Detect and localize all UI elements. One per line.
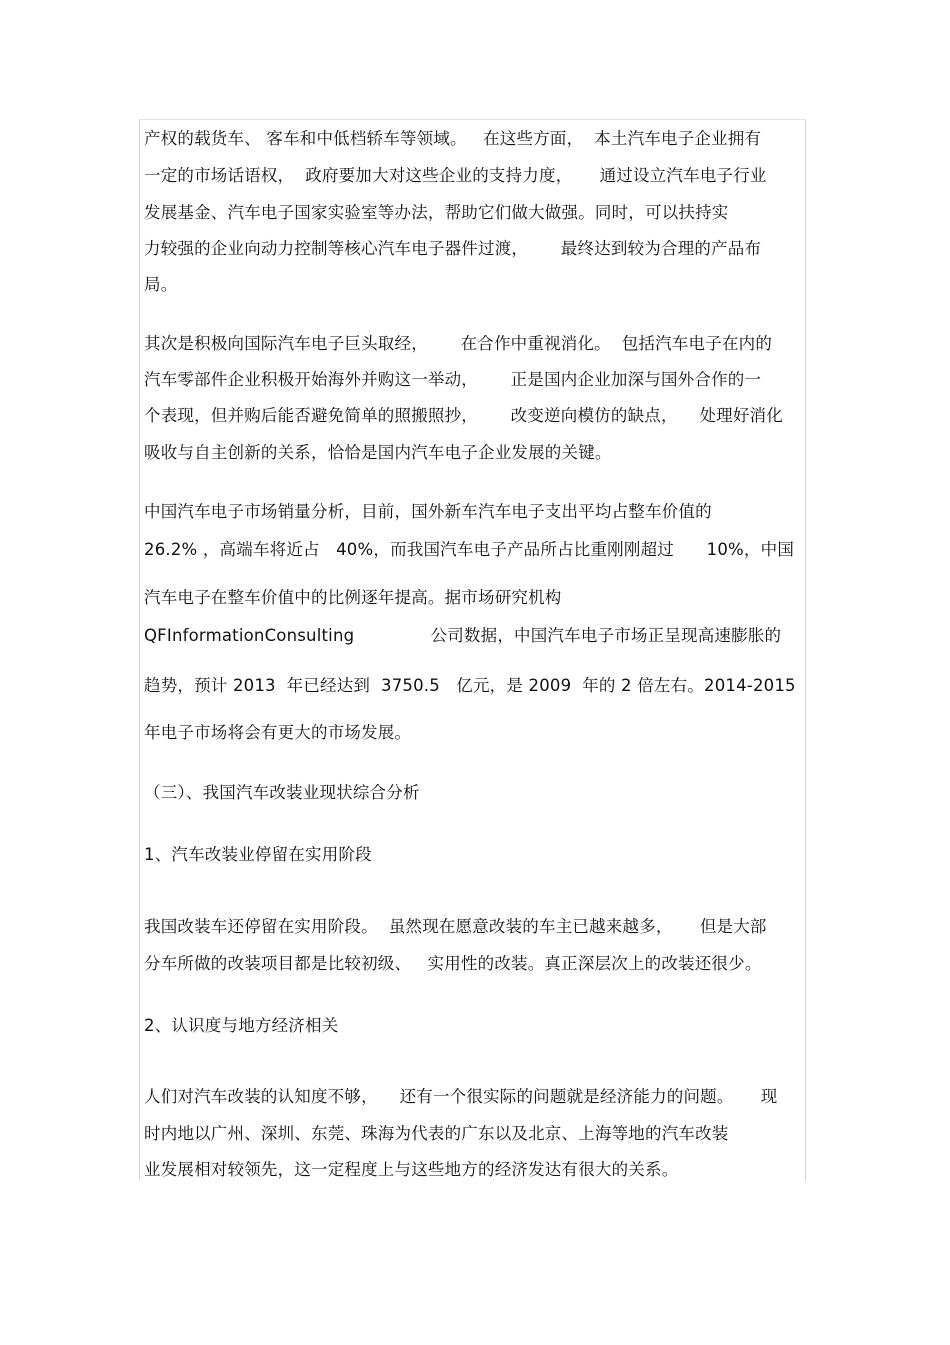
text-line: QFInformationConsulting 公司数据，中国汽车电子市场正呈现高速膨胀的	[144, 626, 782, 645]
text-line: 人们对汽车改装的认知度不够， 还有一个很实际的问题就是经济能力的问题。 现	[144, 1087, 778, 1106]
text-line: 局。	[144, 275, 178, 294]
text-line: 产权的载货车、 客车和中低档轿车等领域。 在这些方面， 本土汽车电子企业拥有	[144, 129, 762, 148]
text-line: 汽车零部件企业积极开始海外并购这一举动， 正是国内企业加深与国外合作的一	[144, 370, 762, 389]
text-line: 分车所做的改装项目都是比较初级、 实用性的改装。真正深层次上的改装还很少。	[144, 954, 762, 973]
text-line: 一定的市场话语权， 政府要加大对这些企业的支持力度， 通过设立汽车电子行业	[144, 166, 767, 185]
text-line: 我国改装车还停留在实用阶段。 虽然现在愿意改装的车主已越来越多， 但是大部	[144, 917, 767, 936]
text-line: 时内地以广州、深圳、东莞、珠海为代表的广东以及北京、上海等地的汽车改装	[144, 1124, 729, 1143]
text-line: 个表现，但并购后能否避免简单的照搬照抄， 改变逆向模仿的缺点， 处理好消化	[144, 406, 783, 425]
text-line: 力较强的企业向动力控制等核心汽车电子器件过渡， 最终达到较为合理的产品布	[144, 239, 762, 258]
text-line: 趋势，预计 2013 年已经达到 3750.5 亿元，是 2009 年的 2 倍左右。2014-2015	[144, 676, 796, 695]
text-line: 年电子市场将会有更大的市场发展。	[144, 723, 412, 742]
section-heading: （三）、我国汽车改装业现状综合分析	[144, 783, 420, 802]
text-line: 26.2% ，高端车将近占 40%，而我国汽车电子产品所占比重刚刚超过 10%，中国	[144, 540, 795, 559]
text-line: 其次是积极向国际汽车电子巨头取经， 在合作中重视消化。 包括汽车电子在内的	[144, 334, 773, 353]
subsection-heading: 1、汽车改装业停留在实用阶段	[144, 845, 372, 864]
text-line: 发展基金、汽车电子国家实验室等办法，帮助它们做大做强。同时，可以扶持实	[144, 203, 729, 222]
text-line: 中国汽车电子市场销量分析，目前，国外新车汽车电子支出平均占整车价值的	[144, 502, 712, 521]
text-line: 业发展相对较领先，这一定程度上与这些地方的经济发达有很大的关系。	[144, 1160, 679, 1179]
text-line: 吸收与自主创新的关系，恰恰是国内汽车电子企业发展的关键。	[144, 443, 612, 462]
subsection-heading: 2、认识度与地方经济相关	[144, 1016, 339, 1035]
text-line: 汽车电子在整车价值中的比例逐年提高。据市场研究机构	[144, 588, 562, 607]
